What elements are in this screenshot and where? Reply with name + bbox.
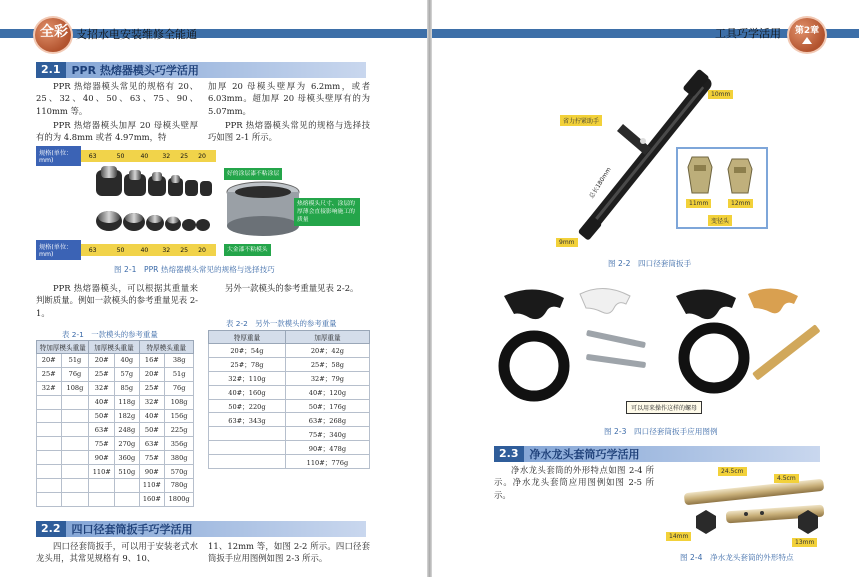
table-cell bbox=[37, 409, 62, 423]
dimension-tag: 9mm bbox=[556, 238, 578, 247]
table-cell: 1800g bbox=[165, 492, 194, 506]
color-badge-text: 全彩 bbox=[40, 24, 68, 40]
figure-caption: 图 2-3 四口径套筒扳手应用图例 bbox=[604, 427, 718, 436]
size-label: 63 bbox=[88, 246, 97, 254]
table-cell: 570g bbox=[165, 465, 194, 479]
figure-2-1 bbox=[36, 146, 366, 262]
table-cell: 160# bbox=[139, 492, 165, 506]
table-caption: 表 2-1 一款模头的参考重量 bbox=[62, 330, 158, 339]
bad-coating-tag: 大金漆不粘模头 bbox=[224, 244, 271, 256]
table-cell bbox=[37, 492, 62, 506]
table-cell: 108g bbox=[61, 381, 89, 395]
table-cell: 50#；176g bbox=[285, 399, 369, 413]
adapter-heads-image bbox=[680, 153, 768, 203]
table-row bbox=[209, 385, 370, 399]
table-cell: 156g bbox=[165, 409, 194, 423]
table-cell: 25# bbox=[37, 367, 62, 381]
table-row bbox=[37, 381, 194, 395]
table-cell: 63#；268g bbox=[285, 413, 369, 427]
paragraph: PPR 热熔器模头常见的规格与选择技巧如图 2-1 所示。 bbox=[208, 120, 370, 143]
table-cell: 360g bbox=[115, 451, 139, 465]
table-cell: 90# bbox=[89, 451, 115, 465]
table-row bbox=[37, 465, 194, 479]
feature-tag: 省力拧紧助手 bbox=[560, 115, 602, 126]
good-coating-tag: 好的涂层漆不粘涂层 bbox=[224, 168, 282, 180]
table-cell: 40# bbox=[89, 395, 115, 409]
size-label: 40 bbox=[140, 152, 149, 160]
table-row bbox=[37, 423, 194, 437]
size-label: 25 bbox=[180, 246, 189, 254]
section-title: 四口径套筒扳手巧学活用 bbox=[71, 523, 193, 536]
table-cell: 25#；78g bbox=[209, 357, 286, 371]
table-cell bbox=[37, 395, 62, 409]
table-cell bbox=[209, 441, 286, 455]
table-cell bbox=[89, 479, 115, 493]
dimension-tag: 10mm bbox=[708, 90, 733, 99]
chapter-badge-text: 第2章 bbox=[794, 26, 820, 36]
size-label: 32 bbox=[162, 246, 171, 254]
dimension-tag: 14mm bbox=[666, 532, 691, 541]
table-cell: 110# bbox=[89, 465, 115, 479]
table-cell bbox=[61, 437, 89, 451]
table-cell: 63# bbox=[89, 423, 115, 437]
table-row bbox=[209, 427, 370, 441]
length-label: 总长180mm bbox=[588, 166, 613, 200]
unit-label: 规格(单位：mm) bbox=[36, 240, 81, 260]
table-cell: 110#；776g bbox=[285, 455, 369, 469]
table-cell: 182g bbox=[115, 409, 139, 423]
dimension-tag: 24.5cm bbox=[718, 467, 747, 476]
table-cell bbox=[89, 492, 115, 506]
table-cell bbox=[61, 395, 89, 409]
table-header: 加厚重量 bbox=[285, 331, 369, 344]
table-cell: 225g bbox=[165, 423, 194, 437]
table-header: 加厚模头重量 bbox=[89, 341, 139, 354]
table-cell: 38g bbox=[165, 354, 194, 368]
triangle-icon bbox=[802, 37, 812, 44]
table-cell bbox=[37, 451, 62, 465]
table-cell: 25# bbox=[139, 381, 165, 395]
figure-caption: 图 2-1 PPR 热熔器模头常见的规格与选择技巧 bbox=[114, 265, 275, 274]
table-row bbox=[37, 409, 194, 423]
table-cell bbox=[37, 479, 62, 493]
table-cell: 25# bbox=[89, 367, 115, 381]
table-cell bbox=[209, 427, 286, 441]
size-label: 20 bbox=[198, 152, 206, 160]
table-cell: 20# bbox=[139, 367, 165, 381]
table-caption: 表 2-2 另外一款模头的参考重量 bbox=[226, 319, 337, 328]
dimension-tag: 4.5cm bbox=[774, 474, 799, 483]
table-cell: 40# bbox=[139, 409, 165, 423]
left-page bbox=[0, 0, 427, 577]
dimension-tag: 13mm bbox=[792, 538, 817, 547]
size-label-row-top bbox=[36, 150, 216, 162]
table-cell: 16# bbox=[139, 354, 165, 368]
size-label: 32 bbox=[162, 152, 171, 160]
size-label: 40 bbox=[140, 246, 149, 254]
table-row bbox=[209, 357, 370, 371]
size-label: 63 bbox=[88, 152, 97, 160]
section-2-3-heading bbox=[494, 446, 820, 462]
table-row bbox=[209, 371, 370, 385]
table-cell: 76g bbox=[165, 381, 194, 395]
table-cell bbox=[37, 465, 62, 479]
table-cell: 75# bbox=[89, 437, 115, 451]
table-cell: 32# bbox=[89, 381, 115, 395]
table-cell: 110# bbox=[139, 479, 165, 493]
dimension-tag: 11mm bbox=[686, 199, 711, 208]
table-cell: 108g bbox=[165, 395, 194, 409]
table-cell: 63#；343g bbox=[209, 413, 286, 427]
dimension-tag: 12mm bbox=[728, 199, 753, 208]
table-header: 特厚模头重量 bbox=[139, 341, 193, 354]
table-cell: 270g bbox=[115, 437, 139, 451]
paragraph: PPR 热熔器模头常见的规格有 20、25、32、40、50、63、75、90、110mm 等。 bbox=[36, 81, 198, 116]
table-cell: 32# bbox=[139, 395, 165, 409]
table-cell: 32#；110g bbox=[209, 371, 286, 385]
table-cell: 20# bbox=[37, 354, 62, 368]
table-cell: 780g bbox=[165, 479, 194, 493]
quality-note-tag: 热熔模头尺寸、涂层的厚薄会直接影响施工的质量 bbox=[294, 198, 360, 226]
table-cell: 380g bbox=[165, 451, 194, 465]
paragraph: PPR 热熔器模头加厚 20 母模头壁厚有的为 4.8mm 或者 4.97mm，特 bbox=[36, 120, 198, 143]
table-cell bbox=[115, 492, 139, 506]
table-cell: 90# bbox=[139, 465, 165, 479]
table-row bbox=[209, 344, 370, 358]
table-cell: 20#；42g bbox=[285, 344, 369, 358]
faucet-sleeve-image bbox=[666, 466, 836, 546]
table-row bbox=[209, 399, 370, 413]
weight-table-1 bbox=[36, 340, 194, 507]
table-row bbox=[209, 455, 370, 469]
table-cell: 32# bbox=[37, 381, 62, 395]
table-cell bbox=[209, 455, 286, 469]
section-2-1-heading bbox=[36, 62, 366, 78]
adapter-inset bbox=[676, 147, 768, 229]
table-row bbox=[37, 367, 194, 381]
table-cell: 57g bbox=[115, 367, 139, 381]
section-number: 2.1 bbox=[36, 62, 66, 78]
table-header: 特厚重量 bbox=[209, 331, 286, 344]
size-label: 20 bbox=[198, 246, 206, 254]
table-row bbox=[37, 354, 194, 368]
table-cell: 510g bbox=[115, 465, 139, 479]
section-2-2-heading bbox=[36, 521, 366, 537]
table-cell bbox=[61, 465, 89, 479]
table-cell: 50#；220g bbox=[209, 399, 286, 413]
table-row bbox=[209, 413, 370, 427]
table-cell bbox=[115, 479, 139, 493]
table-cell: 40#；120g bbox=[285, 385, 369, 399]
table-header: 特加厚模头重量 bbox=[37, 341, 89, 354]
table-cell: 51g bbox=[165, 367, 194, 381]
table-cell: 40g bbox=[115, 354, 139, 368]
mold-heads-top-image bbox=[96, 164, 216, 202]
table-cell: 75#；340g bbox=[285, 427, 369, 441]
mold-heads-bottom-image bbox=[96, 206, 216, 236]
paragraph: PPR 热熔器模头，可以根据其重量来判断质量。例如一款模头的参考重量见表 2-1。 bbox=[36, 283, 198, 318]
size-label: 25 bbox=[180, 152, 189, 160]
table-cell: 76g bbox=[61, 367, 89, 381]
table-cell bbox=[61, 479, 89, 493]
paragraph: 11、12mm 等，如图 2-2 所示。四口径套筒扳手应用图例如图 2-3 所示。 bbox=[208, 541, 370, 564]
section-number: 2.3 bbox=[494, 446, 524, 462]
figure-caption: 图 2-4 净水龙头套筒的外形特点 bbox=[680, 553, 794, 562]
table-row bbox=[37, 479, 194, 493]
table-row bbox=[209, 441, 370, 455]
unit-label: 规格(单位：mm) bbox=[36, 146, 81, 166]
table-cell: 90#；478g bbox=[285, 441, 369, 455]
paragraph: 另外一款模头的参考重量见表 2-2。 bbox=[225, 283, 359, 293]
table-cell: 40#；160g bbox=[209, 385, 286, 399]
table-cell: 32#；79g bbox=[285, 371, 369, 385]
table-cell: 50# bbox=[139, 423, 165, 437]
section-title: PPR 热熔器模头巧学活用 bbox=[71, 64, 199, 77]
table-row bbox=[37, 437, 194, 451]
table-cell bbox=[61, 423, 89, 437]
application-examples-image bbox=[496, 278, 859, 418]
table-cell: 75# bbox=[139, 451, 165, 465]
table-cell bbox=[37, 423, 62, 437]
running-section-title: 工具巧学活用 bbox=[715, 27, 781, 40]
size-label: 50 bbox=[116, 152, 125, 160]
table-cell: 25#；58g bbox=[285, 357, 369, 371]
paragraph: 四口径套筒扳手，可以用于安装老式水龙头用，其常见规格有 9、10、 bbox=[36, 541, 198, 564]
weight-table-2 bbox=[208, 330, 370, 469]
table-row bbox=[37, 451, 194, 465]
table-cell: 20#；54g bbox=[209, 344, 286, 358]
table-row bbox=[37, 492, 194, 506]
section-number: 2.2 bbox=[36, 521, 66, 537]
paragraph: 加厚 20 母模头壁厚为 6.2mm，或者 6.03mm。超加厚 20 母模头壁厚有的为 5.07mm。 bbox=[208, 81, 370, 116]
size-label: 50 bbox=[116, 246, 125, 254]
size-label-row-bottom bbox=[36, 244, 216, 256]
table-cell bbox=[61, 409, 89, 423]
table-cell: 85g bbox=[115, 381, 139, 395]
table-row bbox=[37, 395, 194, 409]
adapter-label: 变径头 bbox=[708, 215, 732, 226]
table-cell: 356g bbox=[165, 437, 194, 451]
table-cell: 248g bbox=[115, 423, 139, 437]
coated-mold-image bbox=[224, 178, 302, 240]
table-cell bbox=[61, 451, 89, 465]
nut-note-tag: 可以用来操作这样的螺母 bbox=[626, 401, 702, 414]
figure-caption: 图 2-2 四口径套筒扳手 bbox=[608, 259, 692, 268]
table-cell: 63# bbox=[139, 437, 165, 451]
table-cell: 118g bbox=[115, 395, 139, 409]
table-cell bbox=[37, 437, 62, 451]
table-cell: 20# bbox=[89, 354, 115, 368]
paragraph: 净水龙头套筒的外形特点如图 2-4 所示。净水龙头套筒应用图例如图 2-5 所示。 bbox=[494, 465, 654, 500]
book-title: 支招水电安装维修全能通 bbox=[76, 28, 197, 41]
table-cell bbox=[61, 492, 89, 506]
right-page bbox=[432, 0, 859, 577]
table-cell: 50# bbox=[89, 409, 115, 423]
table-cell: 51g bbox=[61, 354, 89, 368]
section-title: 净水龙头套筒巧学活用 bbox=[529, 448, 640, 461]
